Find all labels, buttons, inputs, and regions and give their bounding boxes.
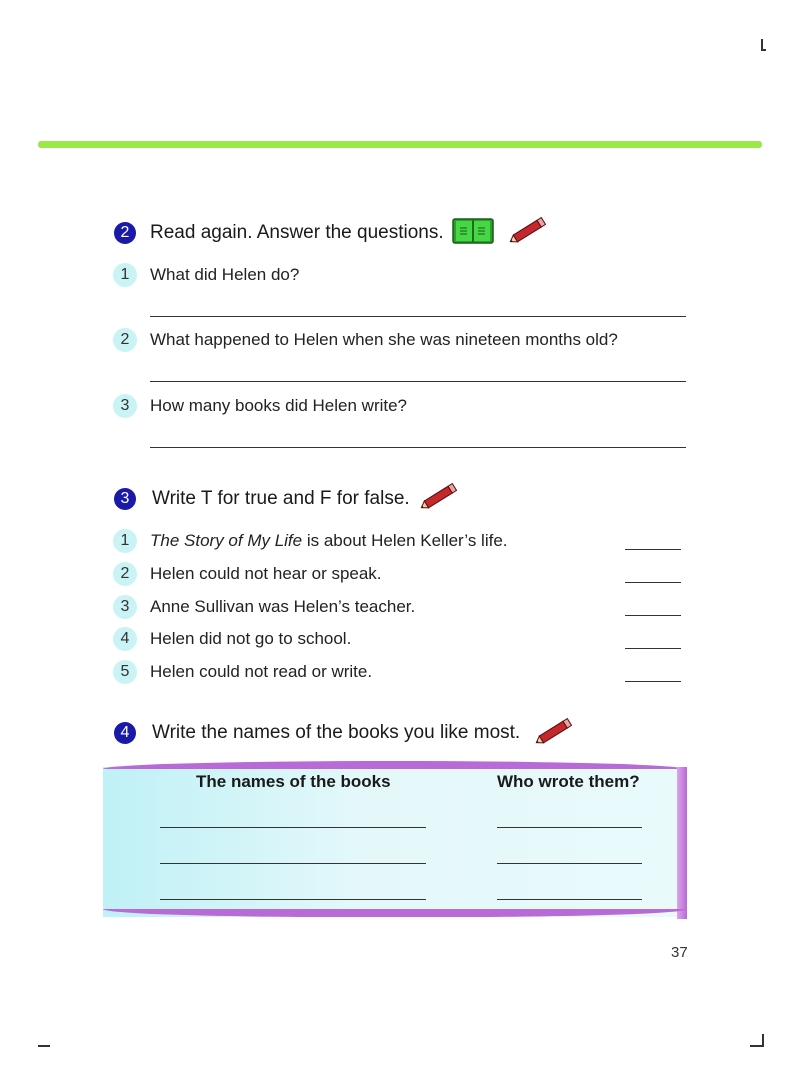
section-heading: Read again. Answer the questions. — [150, 222, 444, 243]
section-heading: Write T for true and F for false. — [152, 488, 410, 509]
section-number: 3 — [114, 488, 136, 510]
true-false-answer-line[interactable] — [625, 648, 681, 649]
section-heading: Write the names of the books you like most. — [152, 722, 521, 743]
question-text: How many books did Helen write? — [150, 396, 408, 415]
question-text: What happened to Helen when she was nineteen months old? — [150, 330, 618, 349]
crop-mark-top-right-foot — [761, 49, 766, 51]
question-number: 1 — [113, 263, 137, 287]
true-false-answer-line[interactable] — [625, 681, 681, 682]
crop-mark-bottom-left — [38, 1045, 50, 1047]
statement-text: Helen did not go to school. — [150, 629, 352, 648]
answer-line[interactable] — [150, 316, 686, 317]
statement-number: 1 — [113, 529, 137, 553]
question-text: What did Helen do? — [150, 265, 300, 284]
true-false-answer-line[interactable] — [625, 549, 681, 550]
statement-number: 3 — [113, 595, 137, 619]
section-number: 2 — [114, 222, 136, 244]
book-cover-right-edge — [677, 767, 687, 919]
statement-text: Anne Sullivan was Helen’s teacher. — [150, 597, 416, 616]
author-line[interactable] — [497, 899, 642, 900]
true-false-answer-line[interactable] — [625, 582, 681, 583]
column-header-book-names: The names of the books — [196, 772, 391, 791]
column-header-authors: Who wrote them? — [497, 772, 640, 791]
answer-line[interactable] — [150, 447, 686, 448]
question-number: 2 — [113, 328, 137, 352]
pencil-icon — [507, 214, 551, 246]
statement-text: Helen could not hear or speak. — [150, 564, 382, 583]
statement-text — [150, 531, 508, 551]
crop-mark-bottom-right-v — [762, 1034, 764, 1047]
book-name-line[interactable] — [160, 899, 426, 900]
book-name-line[interactable] — [160, 827, 426, 828]
true-false-answer-line[interactable] — [625, 615, 681, 616]
author-line[interactable] — [497, 827, 642, 828]
statement-rest: is about Helen Keller’s life. — [302, 531, 508, 550]
statement-number: 5 — [113, 660, 137, 684]
statement-text: Helen could not read or write. — [150, 662, 373, 681]
pencil-icon — [533, 715, 577, 747]
pencil-icon — [418, 480, 462, 512]
book-cover-top-edge — [103, 761, 683, 769]
statement-number: 4 — [113, 627, 137, 651]
page-number: 37 — [671, 944, 688, 961]
green-divider — [38, 141, 762, 148]
book-icon — [452, 217, 494, 245]
book-name-line[interactable] — [160, 863, 426, 864]
section-number: 4 — [114, 722, 136, 744]
book-title: The Story of My Life — [150, 531, 303, 550]
answer-line[interactable] — [150, 381, 686, 382]
statement-number: 2 — [113, 562, 137, 586]
author-line[interactable] — [497, 863, 642, 864]
question-number: 3 — [113, 394, 137, 418]
